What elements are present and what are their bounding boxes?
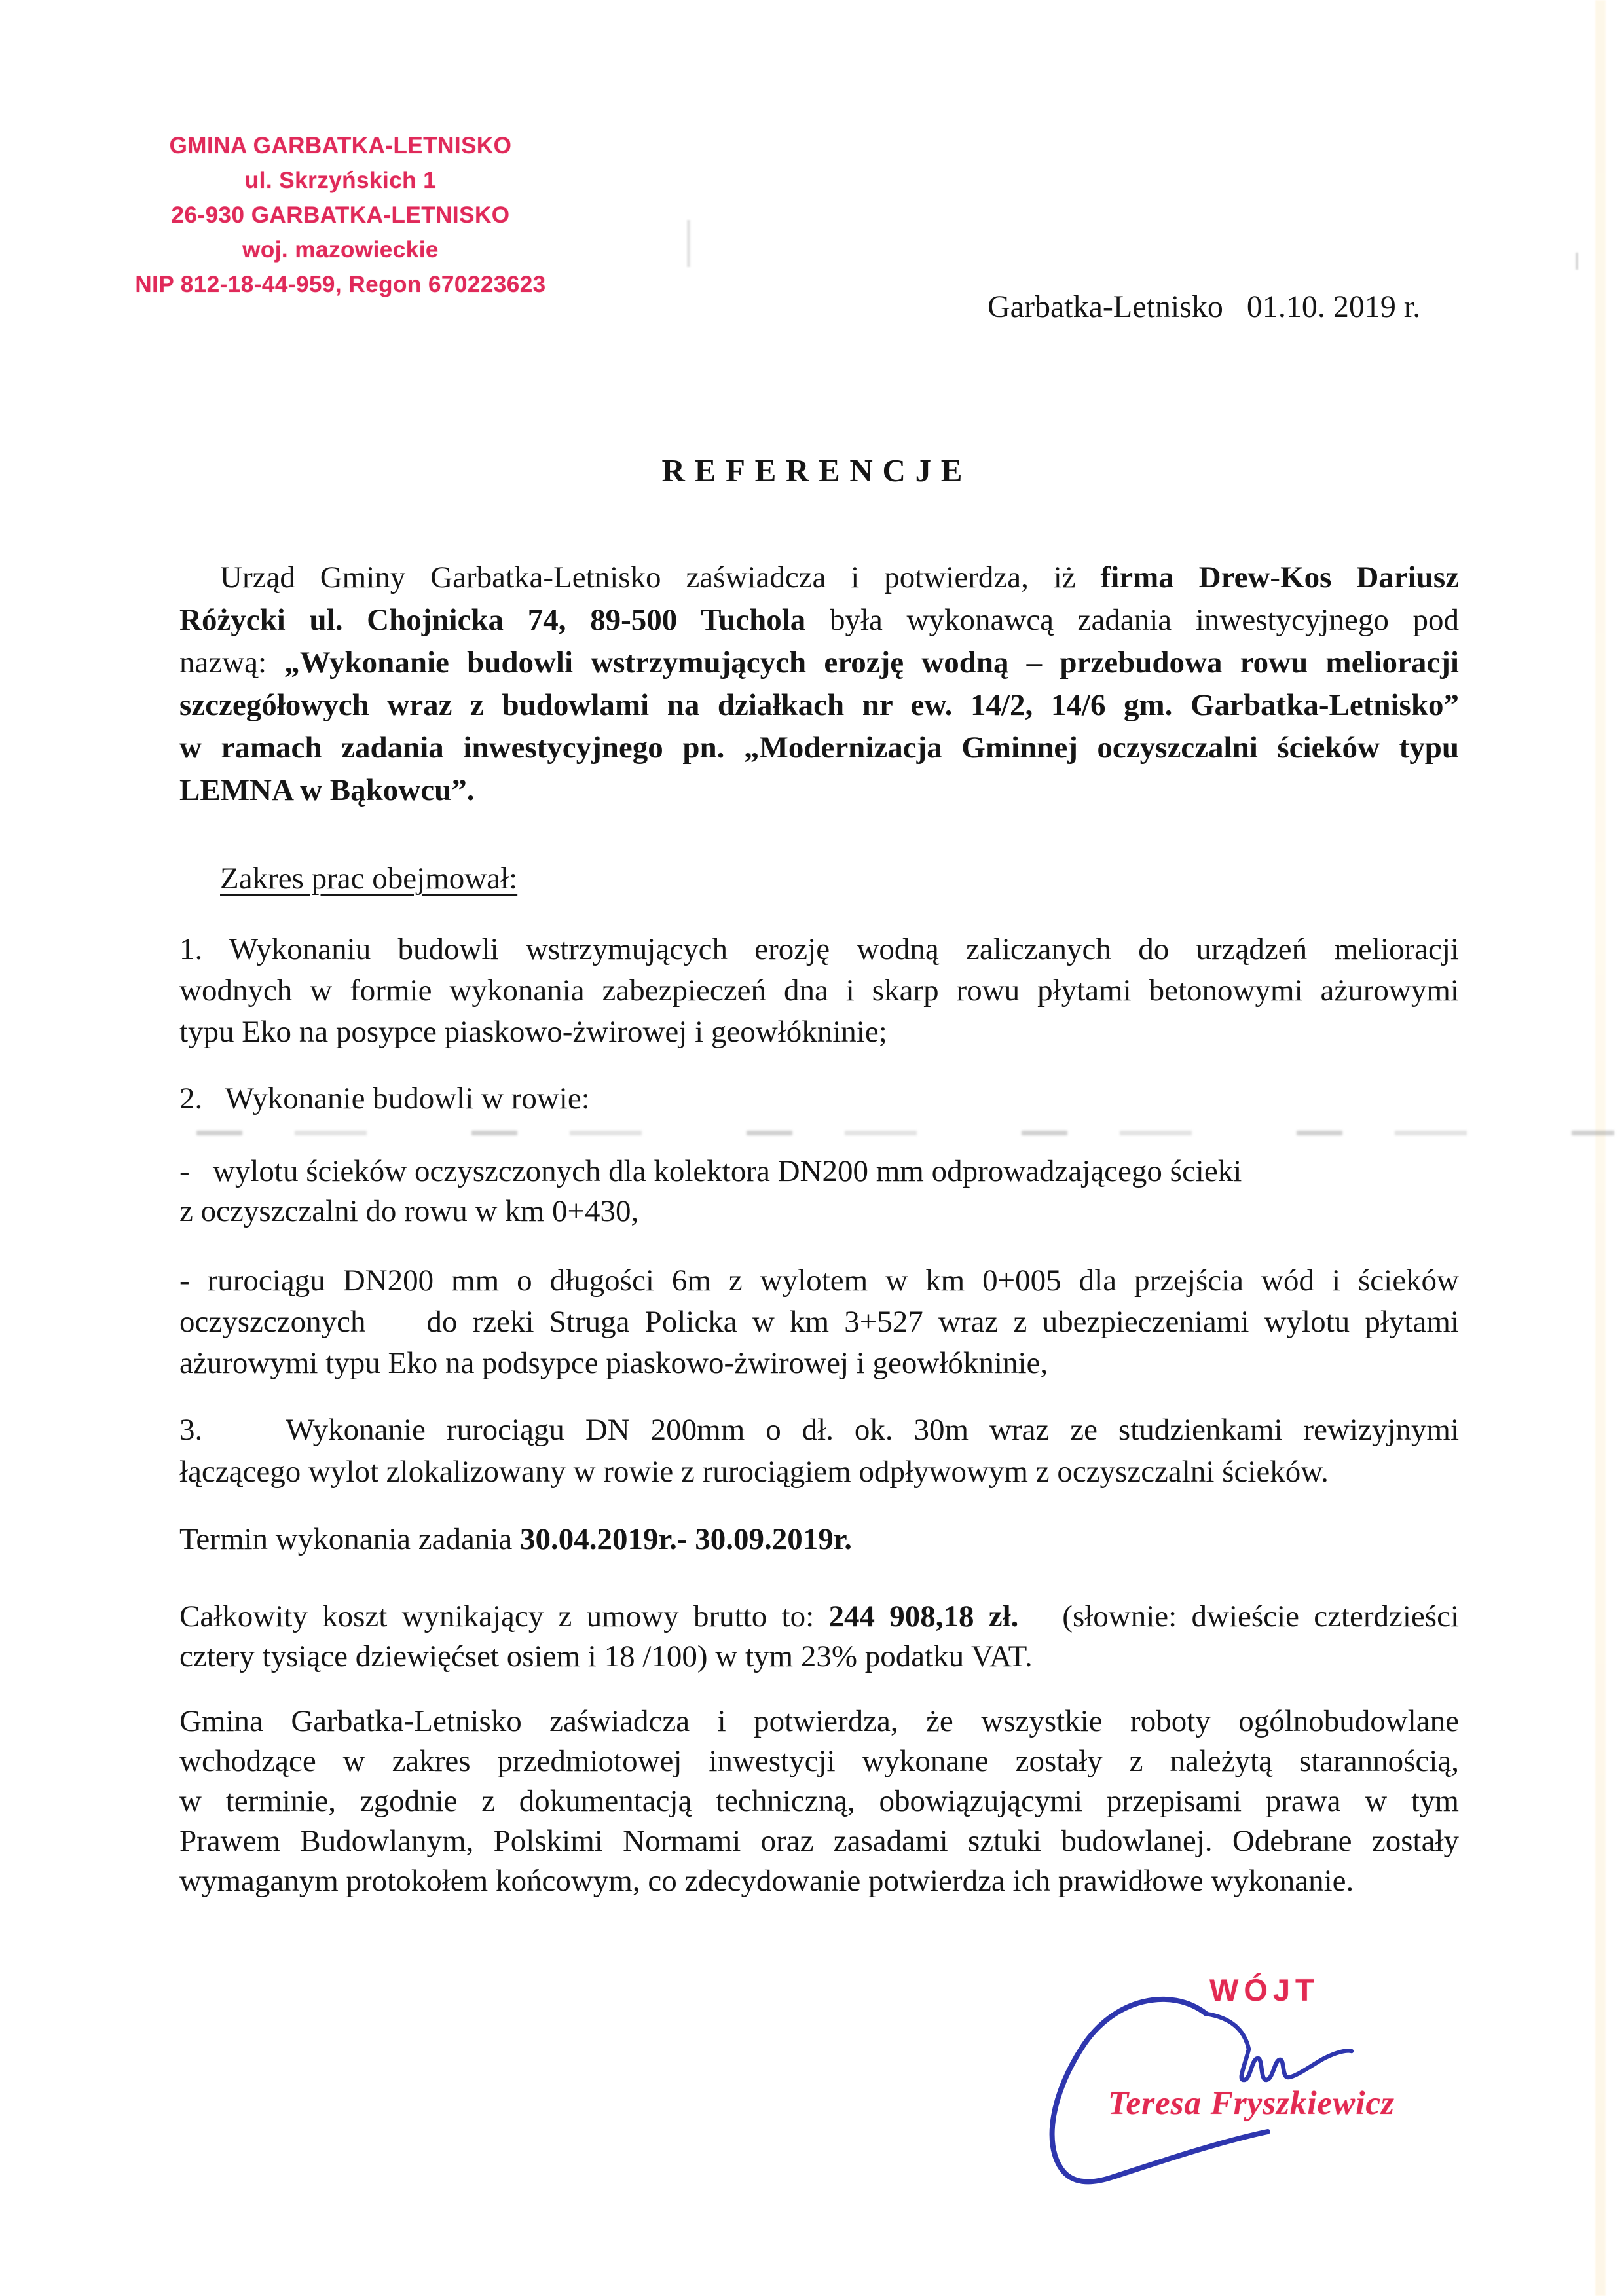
text-line [179, 858, 1459, 899]
stamp-line: ul. Skrzyńskich 1 [244, 168, 437, 193]
text-line [179, 599, 1459, 642]
bold-text-segment: firma Drew-Kos Dariusz [1100, 560, 1459, 594]
dash-item-1 [179, 1152, 1459, 1231]
text-line [179, 1781, 1459, 1821]
bold-text-segment: LEMNA w Bąkowcu”. [179, 773, 475, 807]
text-segment: Urząd Gminy Garbatka-Letnisko zaświadcza i potwierdza, iż [220, 560, 1101, 594]
text-line [179, 1637, 1459, 1677]
stamp-line: 26-930 GARBATKA-LETNISKO [171, 202, 510, 228]
text-line [179, 1741, 1459, 1781]
text-line [179, 642, 1459, 684]
text-line [179, 1011, 1459, 1053]
text-line [179, 1519, 1459, 1559]
sender-address-stamp [105, 128, 576, 302]
handwritten-signature-ink [1015, 1951, 1421, 2200]
deadline-line [179, 1519, 1459, 1559]
list-item-3 [179, 1409, 1459, 1493]
text-line [179, 1078, 1459, 1119]
text-segment: ażurowymi typu Eko na podsypce piaskowo-żwirowej i geowłókninie, [179, 1346, 1048, 1380]
list-item-1 [179, 929, 1459, 1053]
text-segment: była wykonawcą zadania inwestycyjnego pod [829, 603, 1459, 637]
scan-smudge-line-artifact [196, 1131, 1614, 1135]
text-segment: wchodzące w zakres przedmiotowej inwestycji wykonane zostały z należytą starannością, [179, 1744, 1459, 1778]
text-segment: Zakres prac obejmował: [220, 862, 518, 896]
text-line [179, 684, 1459, 727]
text-line [179, 1409, 1459, 1451]
stamp-line: GMINA GARBATKA-LETNISKO [169, 133, 512, 158]
text-line [179, 1192, 1459, 1231]
text-segment: Termin wykonania zadania [179, 1522, 521, 1556]
scan-edge-artifact [1595, 0, 1606, 2296]
bold-text-segment: 244 908,18 zł. [828, 1599, 1019, 1633]
text-segment: - rurociągu DN200 mm o długości 6m z wylotem w km 0+005 dla przejścia wód i ścieków [179, 1264, 1459, 1298]
intro-paragraph [179, 556, 1459, 812]
text-segment: oczyszczonych do rzeki Struga Policka w km 3+527 wraz z ubezpieczeniami wylotu płytami [179, 1305, 1459, 1339]
text-segment: wymaganym protokołem końcowym, co zdecydowanie potwierdza ich prawidłowe wykonanie. [179, 1864, 1354, 1898]
text-segment: wodnych w formie wykonania zabezpieczeń dna i skarp rowu płytami betonowymi ażurowymi [179, 974, 1459, 1008]
text-line [179, 1451, 1459, 1493]
text-line [179, 769, 1459, 812]
stamp-line: NIP 812-18-44-959, Regon 670223623 [135, 272, 546, 297]
text-line [179, 1260, 1459, 1302]
text-line [179, 1702, 1459, 1741]
text-segment: Całkowity koszt wynikający z umowy brutto to: [179, 1599, 829, 1633]
text-segment: typu Eko na posypce piaskowo-żwirowej i geowłókninie; [179, 1015, 887, 1049]
bold-text-segment: szczegółowych wraz z budowlami na działkach nr ew. 14/2, 14/6 gm. Garbatka-Letnisko” [179, 688, 1459, 722]
bold-text-segment: „Wykonanie budowli wstrzymujących erozję wodną – przebudowa rowu melioracji [284, 646, 1459, 680]
signature-squiggle-stroke [1206, 2014, 1352, 2080]
bold-text-segment: Różycki ul. Chojnicka 74, 89-500 Tuchola [179, 603, 830, 637]
text-segment: - wylotu ścieków oczyszczonych dla kolektora DN200 mm odprowadzającego ścieki [179, 1154, 1242, 1188]
text-line [179, 1597, 1459, 1637]
text-segment: cztery tysiące dziewięćset osiem i 18 /100) w tym 23% podatku VAT. [179, 1639, 1033, 1673]
closing-paragraph [179, 1702, 1459, 1901]
text-segment: z oczyszczalni do rowu w km 0+430, [179, 1194, 639, 1228]
text-segment: Gmina Garbatka-Letnisko zaświadcza i potwierdza, że wszystkie roboty ogólnobudowlane [179, 1704, 1459, 1738]
bold-text-segment: w ramach zadania inwestycyjnego pn. „Modernizacja Gminnej oczyszczalni ścieków typu [179, 731, 1459, 765]
text-segment: w terminie, zgodnie z dokumentacją techniczną, obowiązującymi przepisami prawa w tym [179, 1784, 1459, 1818]
date-line: Garbatka-Letnisko 01.10. 2019 r. [987, 289, 1421, 324]
bold-text-segment: 30.04.2019r.- 30.09.2019r. [520, 1522, 853, 1556]
text-segment: Prawem Budowlanym, Polskimi Normami oraz zasadami sztuki budowlanej. Odebrane zostały [179, 1824, 1459, 1858]
text-line [179, 727, 1459, 769]
text-line [179, 1861, 1459, 1901]
text-line [179, 929, 1459, 970]
text-line [179, 1343, 1459, 1384]
text-segment: łączącego wylot zlokalizowany w rowie z rurociągiem odpływowym z oczyszczalni ścieków. [179, 1455, 1329, 1489]
scan-vertical-mark-artifact [687, 220, 690, 267]
cost-paragraph [179, 1597, 1459, 1677]
text-segment: nazwą: [179, 646, 285, 680]
text-line [179, 556, 1459, 599]
stamp-line: woj. mazowieckie [242, 237, 439, 263]
dash-item-2 [179, 1260, 1459, 1384]
text-line [179, 970, 1459, 1011]
text-segment: 2. Wykonanie budowli w rowie: [179, 1082, 590, 1116]
text-line [179, 1821, 1459, 1861]
list-item-2 [179, 1078, 1459, 1119]
text-segment: 3. Wykonanie rurociągu DN 200mm o dł. ok. 30m wraz ze studzienkami rewizyjnymi [179, 1413, 1459, 1447]
text-line [179, 1152, 1459, 1192]
scan-speck-artifact [1576, 253, 1578, 270]
page-title: REFERENCJE [661, 452, 972, 488]
signer-name-stamp: Teresa Fryszkiewicz [1108, 2085, 1395, 2122]
text-line [179, 1302, 1459, 1343]
scope-heading [179, 858, 1459, 899]
text-segment: 1. Wykonaniu budowli wstrzymujących erozję wodną zaliczanych do urządzeń melioracji [179, 932, 1459, 966]
text-segment: (słownie: dwieście czterdzieści [1018, 1599, 1460, 1633]
signer-function-stamp: WÓJT [1209, 1973, 1320, 2007]
